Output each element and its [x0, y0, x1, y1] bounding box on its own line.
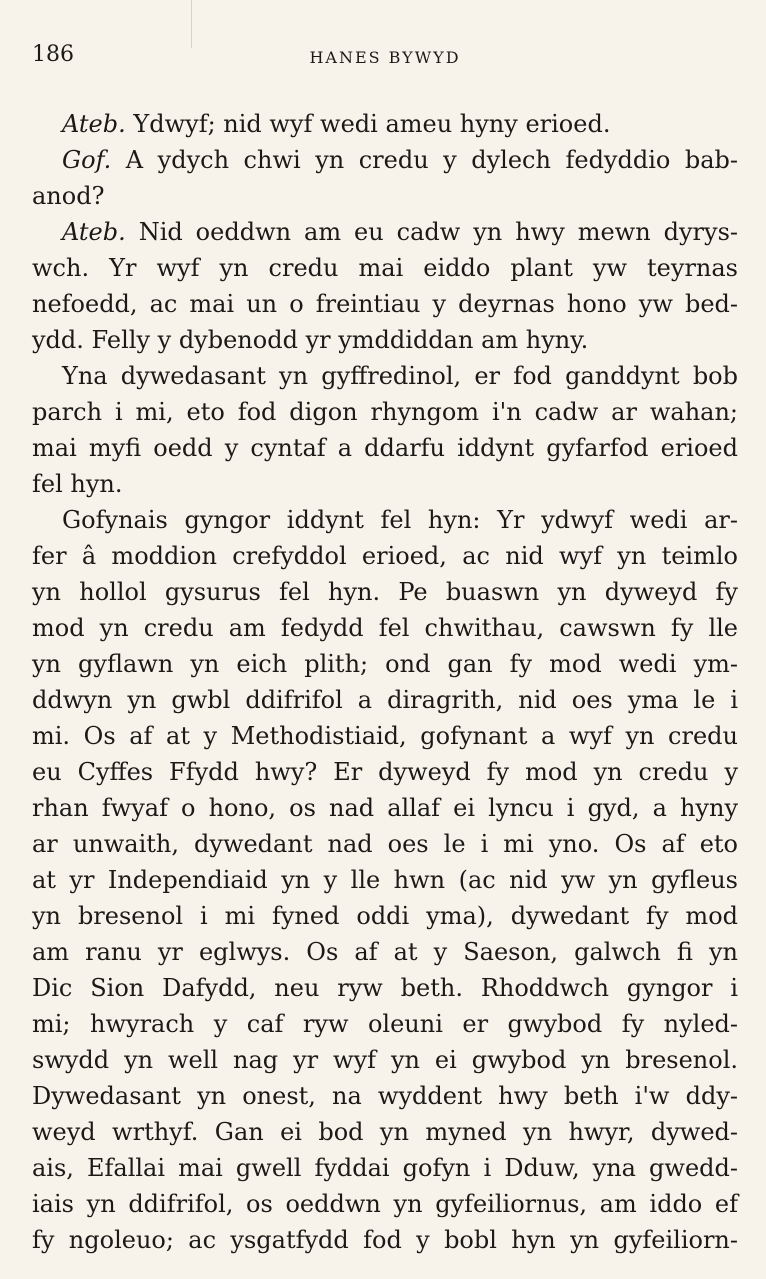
line-text: fer â moddion crefyddol erioed, ac nid wyf yn teimlo: [32, 542, 738, 570]
text-line: [32, 394, 738, 430]
text-line: [32, 682, 738, 718]
text-line: [32, 610, 738, 646]
line-text: ddwyn yn gwbl ddifrifol a diragrith, nid oes yma le i: [32, 686, 738, 714]
line-text: Nid oeddwn am eu cadw yn hwy mewn dyrys-: [125, 218, 738, 246]
line-text: yn bresenol i mi fyned oddi yma), dywedant fy mod: [32, 902, 738, 930]
speaker-label: Ateb.: [62, 218, 126, 246]
text-line: [32, 106, 738, 142]
text-line: [32, 718, 738, 754]
text-line: [32, 574, 738, 610]
line-text: nefoedd, ac mai un o freintiau y deyrnas hono yw bed-: [32, 290, 738, 318]
line-text: weyd wrthyf. Gan ei bod yn myned yn hwyr, dywed-: [32, 1118, 738, 1146]
text-line: [32, 502, 738, 538]
body-text: [32, 106, 738, 1258]
line-text: Yna dywedasant yn gyffredinol, er fod ganddynt bob: [62, 362, 738, 390]
line-text: iais yn ddifrifol, os oeddwn yn gyfeiliornus, am iddo ef: [32, 1190, 738, 1218]
speaker-label: Gof.: [62, 146, 112, 174]
line-text: at yr Independiaid yn y lle hwn (ac nid yw yn gyfleus: [32, 866, 738, 894]
line-text: mai myfi oedd y cyntaf a ddarfu iddynt gyfarfod erioed: [32, 434, 738, 462]
line-text: mod yn credu am fedydd fel chwithau, cawswn fy lle: [32, 614, 738, 642]
line-text: yn gyflawn yn eich plith; ond gan fy mod wedi ym-: [32, 650, 738, 678]
text-line: [32, 646, 738, 682]
text-line: [32, 430, 738, 466]
text-line: [32, 286, 738, 322]
text-line: [32, 1042, 738, 1078]
line-text: am ranu yr eglwys. Os af at y Saeson, galwch fi yn: [32, 938, 738, 966]
line-text: Dywedasant yn onest, na wyddent hwy beth i'w ddy-: [32, 1082, 738, 1110]
line-text: ar unwaith, dywedant nad oes le i mi yno. Os af eto: [32, 830, 738, 858]
text-line: [32, 322, 738, 358]
line-text: ydd. Felly y dybenodd yr ymddiddan am hyny.: [32, 326, 589, 354]
line-text: mi. Os af at y Methodistiaid, gofynant a wyf yn credu: [32, 722, 738, 750]
line-text: rhan fwyaf o hono, os nad allaf ei lyncu i gyd, a hyny: [32, 794, 738, 822]
line-text: Gofynais gyngor iddynt fel hyn: Yr ydwyf wedi ar-: [62, 506, 738, 534]
text-line: [32, 358, 738, 394]
text-line: [32, 250, 738, 286]
text-line: [32, 1186, 738, 1222]
text-line: [32, 790, 738, 826]
text-line: [32, 754, 738, 790]
line-text: A ydych chwi yn credu y dylech fedyddio bab-: [111, 146, 738, 174]
line-text: ais, Efallai mai gwell fyddai gofyn i Dduw, yna gwedd-: [32, 1154, 738, 1182]
text-line: [32, 826, 738, 862]
speaker-label: Ateb.: [62, 110, 126, 138]
line-text: eu Cyffes Ffydd hwy? Er dyweyd fy mod yn credu y: [32, 758, 738, 786]
text-line: [32, 1078, 738, 1114]
line-text: mi; hwyrach y caf ryw oleuni er gwybod fy nyled-: [32, 1010, 738, 1038]
ink-mark: [191, 0, 192, 48]
text-line: [32, 538, 738, 574]
text-line: [32, 1006, 738, 1042]
line-text: swydd yn well nag yr wyf yn ei gwybod yn bresenol.: [32, 1046, 738, 1074]
line-text: yn hollol gysurus fel hyn. Pe buaswn yn dyweyd fy: [32, 578, 738, 606]
running-head: HANES BYWYD: [309, 48, 461, 67]
text-line: [32, 934, 738, 970]
line-text: fy ngoleuo; ac ysgatfydd fod y bobl hyn yn gyfeiliorn-: [32, 1226, 738, 1254]
text-line: [32, 1114, 738, 1150]
line-text: Dic Sion Dafydd, neu ryw beth. Rhoddwch gyngor i: [32, 974, 738, 1002]
line-text: wch. Yr wyf yn credu mai eiddo plant yw teyrnas: [32, 254, 738, 282]
text-line: [32, 1150, 738, 1186]
text-line: [32, 466, 738, 502]
text-line: [32, 862, 738, 898]
line-text: anod?: [32, 182, 105, 210]
text-line: [32, 970, 738, 1006]
text-line: [32, 898, 738, 934]
text-line: [32, 1222, 738, 1258]
page-header: [32, 42, 738, 78]
text-line: [32, 214, 738, 250]
page-number: 186: [32, 42, 74, 67]
text-line: [32, 142, 738, 178]
line-text: fel hyn.: [32, 470, 123, 498]
line-text: parch i mi, eto fod digon rhyngom i'n cadw ar wahan;: [32, 398, 738, 426]
line-text: Ydwyf; nid wyf wedi ameu hyny erioed.: [125, 110, 611, 138]
text-line: [32, 178, 738, 214]
